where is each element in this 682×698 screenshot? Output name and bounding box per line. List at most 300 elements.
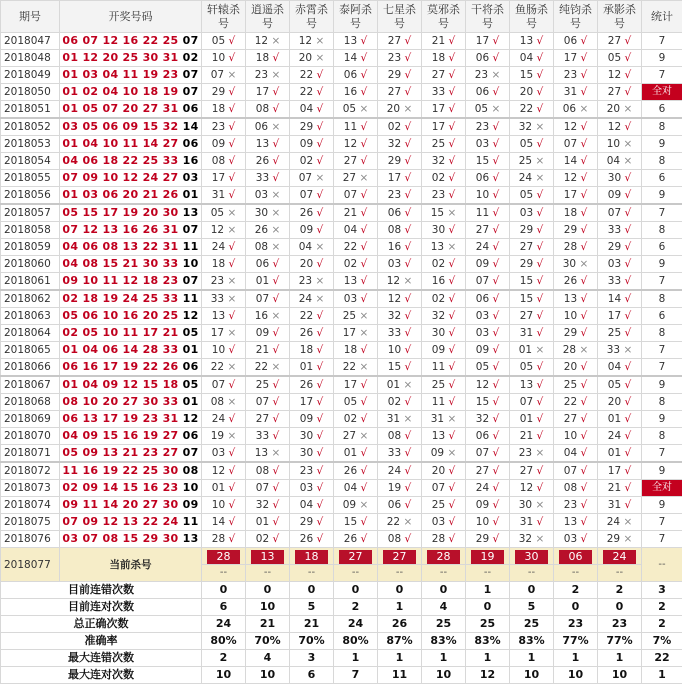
kill-number: 20 xyxy=(431,465,446,477)
red-balls: 03 07 08 15 29 30 xyxy=(62,532,179,545)
current-stat-cell xyxy=(642,548,682,582)
kill-number: 18 xyxy=(431,52,446,64)
check-icon: √ xyxy=(536,35,544,47)
kill-cell xyxy=(422,187,466,205)
blue-ball: 07 xyxy=(182,446,199,459)
kill-cell xyxy=(554,136,598,153)
kill-cell xyxy=(378,33,422,50)
check-icon: √ xyxy=(360,121,368,133)
kill-cell xyxy=(554,256,598,273)
kill-cell xyxy=(466,308,510,325)
kill-number: 10 xyxy=(211,52,226,64)
check-icon: √ xyxy=(316,258,324,270)
kill-cell xyxy=(466,514,510,531)
red-balls: 09 11 14 20 27 30 xyxy=(62,498,179,511)
blue-ball: 14 xyxy=(182,120,199,133)
kill-number: 13 xyxy=(255,138,270,150)
check-icon: √ xyxy=(580,516,588,528)
check-icon: √ xyxy=(360,275,368,287)
kill-cell xyxy=(246,170,290,187)
check-icon: √ xyxy=(624,327,632,339)
cross-icon: × xyxy=(623,516,633,528)
stat-total: 2 xyxy=(642,599,682,616)
kill-number: 31 xyxy=(211,189,226,201)
table-row xyxy=(1,325,682,342)
kill-number: 02 xyxy=(299,155,314,167)
kill-cell xyxy=(466,342,510,359)
blue-ball: 03 xyxy=(182,171,199,184)
red-balls: 11 16 19 22 25 30 xyxy=(62,464,179,477)
kill-number: 30 xyxy=(607,172,622,184)
kill-cell xyxy=(246,514,290,531)
kill-cell xyxy=(422,462,466,480)
blue-ball: 10 xyxy=(182,481,199,494)
kill-cell xyxy=(510,256,554,273)
kill-number: 07 xyxy=(299,189,314,201)
check-icon: √ xyxy=(580,396,588,408)
kill-number: 04 xyxy=(607,361,622,373)
kill-number: 14 xyxy=(343,52,358,64)
blue-ball: 07 xyxy=(182,223,199,236)
kill-number: 25 xyxy=(255,379,270,391)
check-icon: √ xyxy=(404,361,412,373)
kill-cell xyxy=(290,256,334,273)
kill-cell xyxy=(554,308,598,325)
kill-number: 21 xyxy=(431,35,446,47)
check-icon: √ xyxy=(360,465,368,477)
check-icon: √ xyxy=(536,103,544,115)
kill-cell xyxy=(378,394,422,411)
kill-number: 13 xyxy=(254,447,269,459)
blue-ball: 13 xyxy=(182,206,199,219)
draw-numbers-cell xyxy=(60,204,202,222)
kill-number: 12 xyxy=(519,482,534,494)
check-icon: √ xyxy=(536,69,544,81)
stat-value: 21 xyxy=(246,616,290,633)
check-icon: √ xyxy=(228,379,236,391)
table-row xyxy=(1,204,682,222)
cross-icon: × xyxy=(359,172,369,184)
check-icon: √ xyxy=(492,224,500,236)
check-icon: √ xyxy=(360,52,368,64)
blue-ball: 13 xyxy=(182,532,199,545)
check-icon: √ xyxy=(448,224,456,236)
current-kill-badge: 06 xyxy=(559,550,592,564)
kill-number: 04 xyxy=(563,447,578,459)
check-icon: √ xyxy=(492,344,500,356)
kill-number: 16 xyxy=(387,241,402,253)
stat-value: 3 xyxy=(290,650,334,667)
kill-number: 29 xyxy=(299,121,314,133)
stat-value: 1 xyxy=(422,650,466,667)
stat-cell: 7 xyxy=(642,33,682,50)
kill-number: 31 xyxy=(386,413,401,425)
kill-number: 24 xyxy=(518,172,533,184)
kill-cell xyxy=(290,67,334,84)
stat-value: 1 xyxy=(554,650,598,667)
check-icon: √ xyxy=(624,275,632,287)
kill-cell xyxy=(378,325,422,342)
check-icon: √ xyxy=(228,465,236,477)
kill-cell xyxy=(202,136,246,153)
kill-cell xyxy=(290,170,334,187)
kill-number: 08 xyxy=(387,533,402,545)
table-row xyxy=(1,394,682,411)
pending-result: -- xyxy=(615,567,624,578)
kill-number: 29 xyxy=(606,533,621,545)
check-icon: √ xyxy=(316,224,324,236)
kill-cell xyxy=(378,67,422,84)
draw-numbers-cell xyxy=(60,222,202,239)
table-row xyxy=(1,170,682,187)
check-icon: √ xyxy=(492,310,500,322)
all-correct-badge: 全对 xyxy=(642,84,682,101)
table-row xyxy=(1,342,682,359)
check-icon: √ xyxy=(360,413,368,425)
kill-number: 09 xyxy=(475,258,490,270)
kill-number: 20 xyxy=(519,86,534,98)
kill-cell xyxy=(554,101,598,119)
kill-number: 12 xyxy=(254,35,269,47)
kill-number: 02 xyxy=(431,172,446,184)
current-kill-cell xyxy=(334,548,378,565)
kill-cell xyxy=(246,308,290,325)
stat-cell: 8 xyxy=(642,290,682,308)
table-row xyxy=(1,359,682,377)
kill-cell xyxy=(246,394,290,411)
draw-numbers-cell xyxy=(60,359,202,377)
kill-number: 10 xyxy=(211,499,226,511)
current-kill-cell xyxy=(466,548,510,565)
current-result-cell xyxy=(510,565,554,582)
kill-cell xyxy=(554,118,598,136)
stat-cell: 9 xyxy=(642,462,682,480)
kill-number: 25 xyxy=(607,327,622,339)
check-icon: √ xyxy=(404,533,412,545)
current-kill-section xyxy=(1,548,682,582)
check-icon: √ xyxy=(404,121,412,133)
kill-cell xyxy=(202,67,246,84)
check-icon: √ xyxy=(228,516,236,528)
kill-number: 31 xyxy=(607,499,622,511)
check-icon: √ xyxy=(316,310,324,322)
kill-number: 05 xyxy=(342,103,357,115)
kill-number: 32 xyxy=(255,499,270,511)
stat-label: 最大连对次数 xyxy=(1,667,202,684)
kill-cell xyxy=(466,118,510,136)
check-icon: √ xyxy=(272,499,280,511)
stat-value: 11 xyxy=(378,667,422,684)
check-icon: √ xyxy=(404,241,412,253)
kill-number: 31 xyxy=(430,413,445,425)
blue-ball: 05 xyxy=(182,378,199,391)
pending-result: -- xyxy=(395,567,404,578)
kill-number: 15 xyxy=(519,69,534,81)
check-icon: √ xyxy=(360,533,368,545)
check-icon: √ xyxy=(228,241,236,253)
kill-cell xyxy=(422,101,466,119)
kill-cell xyxy=(466,84,510,101)
period-cell: 2018059 xyxy=(1,239,60,256)
kill-cell xyxy=(378,290,422,308)
draw-numbers-cell xyxy=(60,428,202,445)
kill-number: 06 xyxy=(475,172,490,184)
check-icon: √ xyxy=(536,258,544,270)
kill-number: 10 xyxy=(606,138,621,150)
kill-cell xyxy=(510,359,554,377)
blue-ball: 12 xyxy=(182,309,199,322)
kill-cell xyxy=(554,187,598,205)
kill-cell xyxy=(378,101,422,119)
kill-cell xyxy=(466,50,510,67)
stat-value: 0 xyxy=(598,599,642,616)
kill-number: 21 xyxy=(255,344,270,356)
stat-value: 0 xyxy=(466,599,510,616)
kill-cell xyxy=(290,204,334,222)
period-cell: 2018074 xyxy=(1,497,60,514)
stat-cell: 7 xyxy=(642,531,682,548)
stat-total: 3 xyxy=(642,582,682,599)
red-balls: 04 06 18 22 25 33 xyxy=(62,154,179,167)
kill-number: 30 xyxy=(431,327,446,339)
check-icon: √ xyxy=(272,103,280,115)
check-icon: √ xyxy=(448,344,456,356)
draw-numbers-cell xyxy=(60,256,202,273)
period-cell: 2018068 xyxy=(1,394,60,411)
stat-row xyxy=(1,582,682,599)
current-result-cell xyxy=(554,565,598,582)
stat-value: 10 xyxy=(422,667,466,684)
check-icon: √ xyxy=(580,35,588,47)
kill-cell xyxy=(510,170,554,187)
cross-icon: × xyxy=(535,172,545,184)
period-cell: 2018071 xyxy=(1,445,60,463)
check-icon: √ xyxy=(316,155,324,167)
kill-number: 27 xyxy=(519,465,534,477)
blue-ball: 07 xyxy=(182,85,199,98)
stat-label: 总正确次数 xyxy=(1,616,202,633)
kill-cell xyxy=(378,170,422,187)
blue-ball: 01 xyxy=(182,188,199,201)
kill-cell xyxy=(202,359,246,377)
table-row xyxy=(1,514,682,531)
kill-number: 15 xyxy=(519,275,534,287)
kill-cell xyxy=(334,136,378,153)
check-icon: √ xyxy=(536,224,544,236)
kill-cell xyxy=(202,187,246,205)
kill-number: 32 xyxy=(387,310,402,322)
cross-icon: × xyxy=(227,430,237,442)
check-icon: √ xyxy=(536,413,544,425)
kill-number: 29 xyxy=(607,241,622,253)
check-icon: √ xyxy=(492,516,500,528)
blue-ball: 06 xyxy=(182,137,199,150)
check-icon: √ xyxy=(448,52,456,64)
kill-cell xyxy=(246,84,290,101)
kill-number: 07 xyxy=(475,447,490,459)
stat-value: 1 xyxy=(466,650,510,667)
check-icon: √ xyxy=(448,482,456,494)
kill-number: 04 xyxy=(606,155,621,167)
draw-numbers-cell xyxy=(60,480,202,497)
red-balls: 02 18 19 24 25 33 xyxy=(62,292,179,305)
kill-cell xyxy=(598,428,642,445)
kill-number: 26 xyxy=(343,465,358,477)
kill-cell xyxy=(378,118,422,136)
kill-cell xyxy=(202,239,246,256)
stat-cell: 9 xyxy=(642,256,682,273)
check-icon: √ xyxy=(580,465,588,477)
period-cell: 2018076 xyxy=(1,531,60,548)
red-balls: 05 15 17 19 20 30 xyxy=(62,206,179,219)
check-icon: √ xyxy=(580,447,588,459)
kill-number: 24 xyxy=(211,413,226,425)
stat-value: 1 xyxy=(510,650,554,667)
blue-ball: 12 xyxy=(182,412,199,425)
check-icon: √ xyxy=(492,293,500,305)
kill-number: 08 xyxy=(387,224,402,236)
check-icon: √ xyxy=(624,224,632,236)
kill-number: 01 xyxy=(211,482,226,494)
stat-cell: 9 xyxy=(642,376,682,394)
kill-number: 28 xyxy=(562,344,577,356)
table-row xyxy=(1,445,682,463)
stat-row xyxy=(1,633,682,650)
stat-value: 2 xyxy=(334,599,378,616)
current-kill-badge: 19 xyxy=(471,550,504,564)
kill-cell xyxy=(422,50,466,67)
red-balls: 03 05 06 09 15 32 xyxy=(62,120,179,133)
kill-cell xyxy=(598,411,642,428)
check-icon: √ xyxy=(404,189,412,201)
kill-cell xyxy=(378,497,422,514)
check-icon: √ xyxy=(580,275,588,287)
check-icon: √ xyxy=(360,258,368,270)
stat-cell: 7 xyxy=(642,273,682,291)
stat-row xyxy=(1,599,682,616)
kill-number: 01 xyxy=(607,447,622,459)
blue-ball: 01 xyxy=(182,395,199,408)
kill-number: 15 xyxy=(475,155,490,167)
cross-icon: × xyxy=(315,241,325,253)
stat-value: 77% xyxy=(554,633,598,650)
kill-cell xyxy=(466,290,510,308)
kill-cell xyxy=(378,445,422,463)
blue-ball: 06 xyxy=(182,429,199,442)
stat-label: 目前连对次数 xyxy=(1,599,202,616)
kill-number: 27 xyxy=(563,413,578,425)
kill-cell xyxy=(334,428,378,445)
table-row xyxy=(1,497,682,514)
kill-cell xyxy=(422,256,466,273)
kill-number: 30 xyxy=(299,430,314,442)
stat-value: 77% xyxy=(598,633,642,650)
kill-number: 04 xyxy=(299,499,314,511)
kill-cell xyxy=(598,153,642,170)
blue-ball: 07 xyxy=(182,274,199,287)
red-balls: 01 03 04 11 19 23 xyxy=(62,68,179,81)
kill-cell xyxy=(554,204,598,222)
kill-cell xyxy=(378,239,422,256)
cross-icon: × xyxy=(579,103,589,115)
red-balls: 01 04 10 11 14 27 xyxy=(62,137,179,150)
stat-value: 10 xyxy=(246,599,290,616)
table-row xyxy=(1,187,682,205)
kill-number: 23 xyxy=(518,447,533,459)
period-cell: 2018073 xyxy=(1,480,60,497)
kill-cell xyxy=(378,428,422,445)
stat-value: 0 xyxy=(422,582,466,599)
check-icon: √ xyxy=(272,138,280,150)
kill-cell xyxy=(554,428,598,445)
kill-number: 06 xyxy=(475,52,490,64)
stat-cell: 7 xyxy=(642,342,682,359)
check-icon: √ xyxy=(448,155,456,167)
kill-number: 23 xyxy=(211,121,226,133)
cross-icon: × xyxy=(227,224,237,236)
kill-number: 12 xyxy=(386,275,401,287)
kill-number: 27 xyxy=(342,172,357,184)
kill-cell xyxy=(554,462,598,480)
kill-number: 09 xyxy=(431,344,446,356)
kill-cell xyxy=(510,239,554,256)
pending-result: -- xyxy=(307,567,316,578)
check-icon: √ xyxy=(492,189,500,201)
stat-value: 0 xyxy=(554,599,598,616)
current-kill-cell xyxy=(202,548,246,565)
check-icon: √ xyxy=(272,86,280,98)
kill-cell xyxy=(334,342,378,359)
current-kill-row xyxy=(1,548,682,565)
kill-cell xyxy=(598,514,642,531)
draw-numbers-cell xyxy=(60,394,202,411)
current-kill-badge: 28 xyxy=(427,550,460,564)
kill-number: 23 xyxy=(210,275,225,287)
check-icon: √ xyxy=(492,499,500,511)
kill-cell xyxy=(290,342,334,359)
check-icon: √ xyxy=(580,310,588,322)
kill-cell xyxy=(378,480,422,497)
kill-number: 04 xyxy=(343,482,358,494)
kill-cell xyxy=(202,273,246,291)
red-balls: 01 02 04 10 18 19 xyxy=(62,85,179,98)
kill-number: 24 xyxy=(607,430,622,442)
kill-number: 07 xyxy=(607,207,622,219)
cross-icon: × xyxy=(623,533,633,545)
check-icon: √ xyxy=(404,396,412,408)
blue-ball: 09 xyxy=(182,498,199,511)
kill-cell xyxy=(334,187,378,205)
all-correct-badge: 全对 xyxy=(642,480,682,497)
check-icon: √ xyxy=(448,327,456,339)
kill-cell xyxy=(422,273,466,291)
kill-cell xyxy=(378,222,422,239)
stat-value: 1 xyxy=(598,650,642,667)
kill-cell xyxy=(334,170,378,187)
kill-number: 14 xyxy=(211,516,226,528)
period-cell: 2018049 xyxy=(1,67,60,84)
kill-cell xyxy=(598,204,642,222)
kill-cell xyxy=(246,376,290,394)
check-icon: √ xyxy=(624,361,632,373)
kill-cell xyxy=(334,359,378,377)
kill-cell xyxy=(466,480,510,497)
kill-number: 12 xyxy=(475,379,490,391)
current-kill-cell xyxy=(510,548,554,565)
stat-value: 1 xyxy=(466,582,510,599)
kill-cell xyxy=(246,497,290,514)
check-icon: √ xyxy=(492,430,500,442)
